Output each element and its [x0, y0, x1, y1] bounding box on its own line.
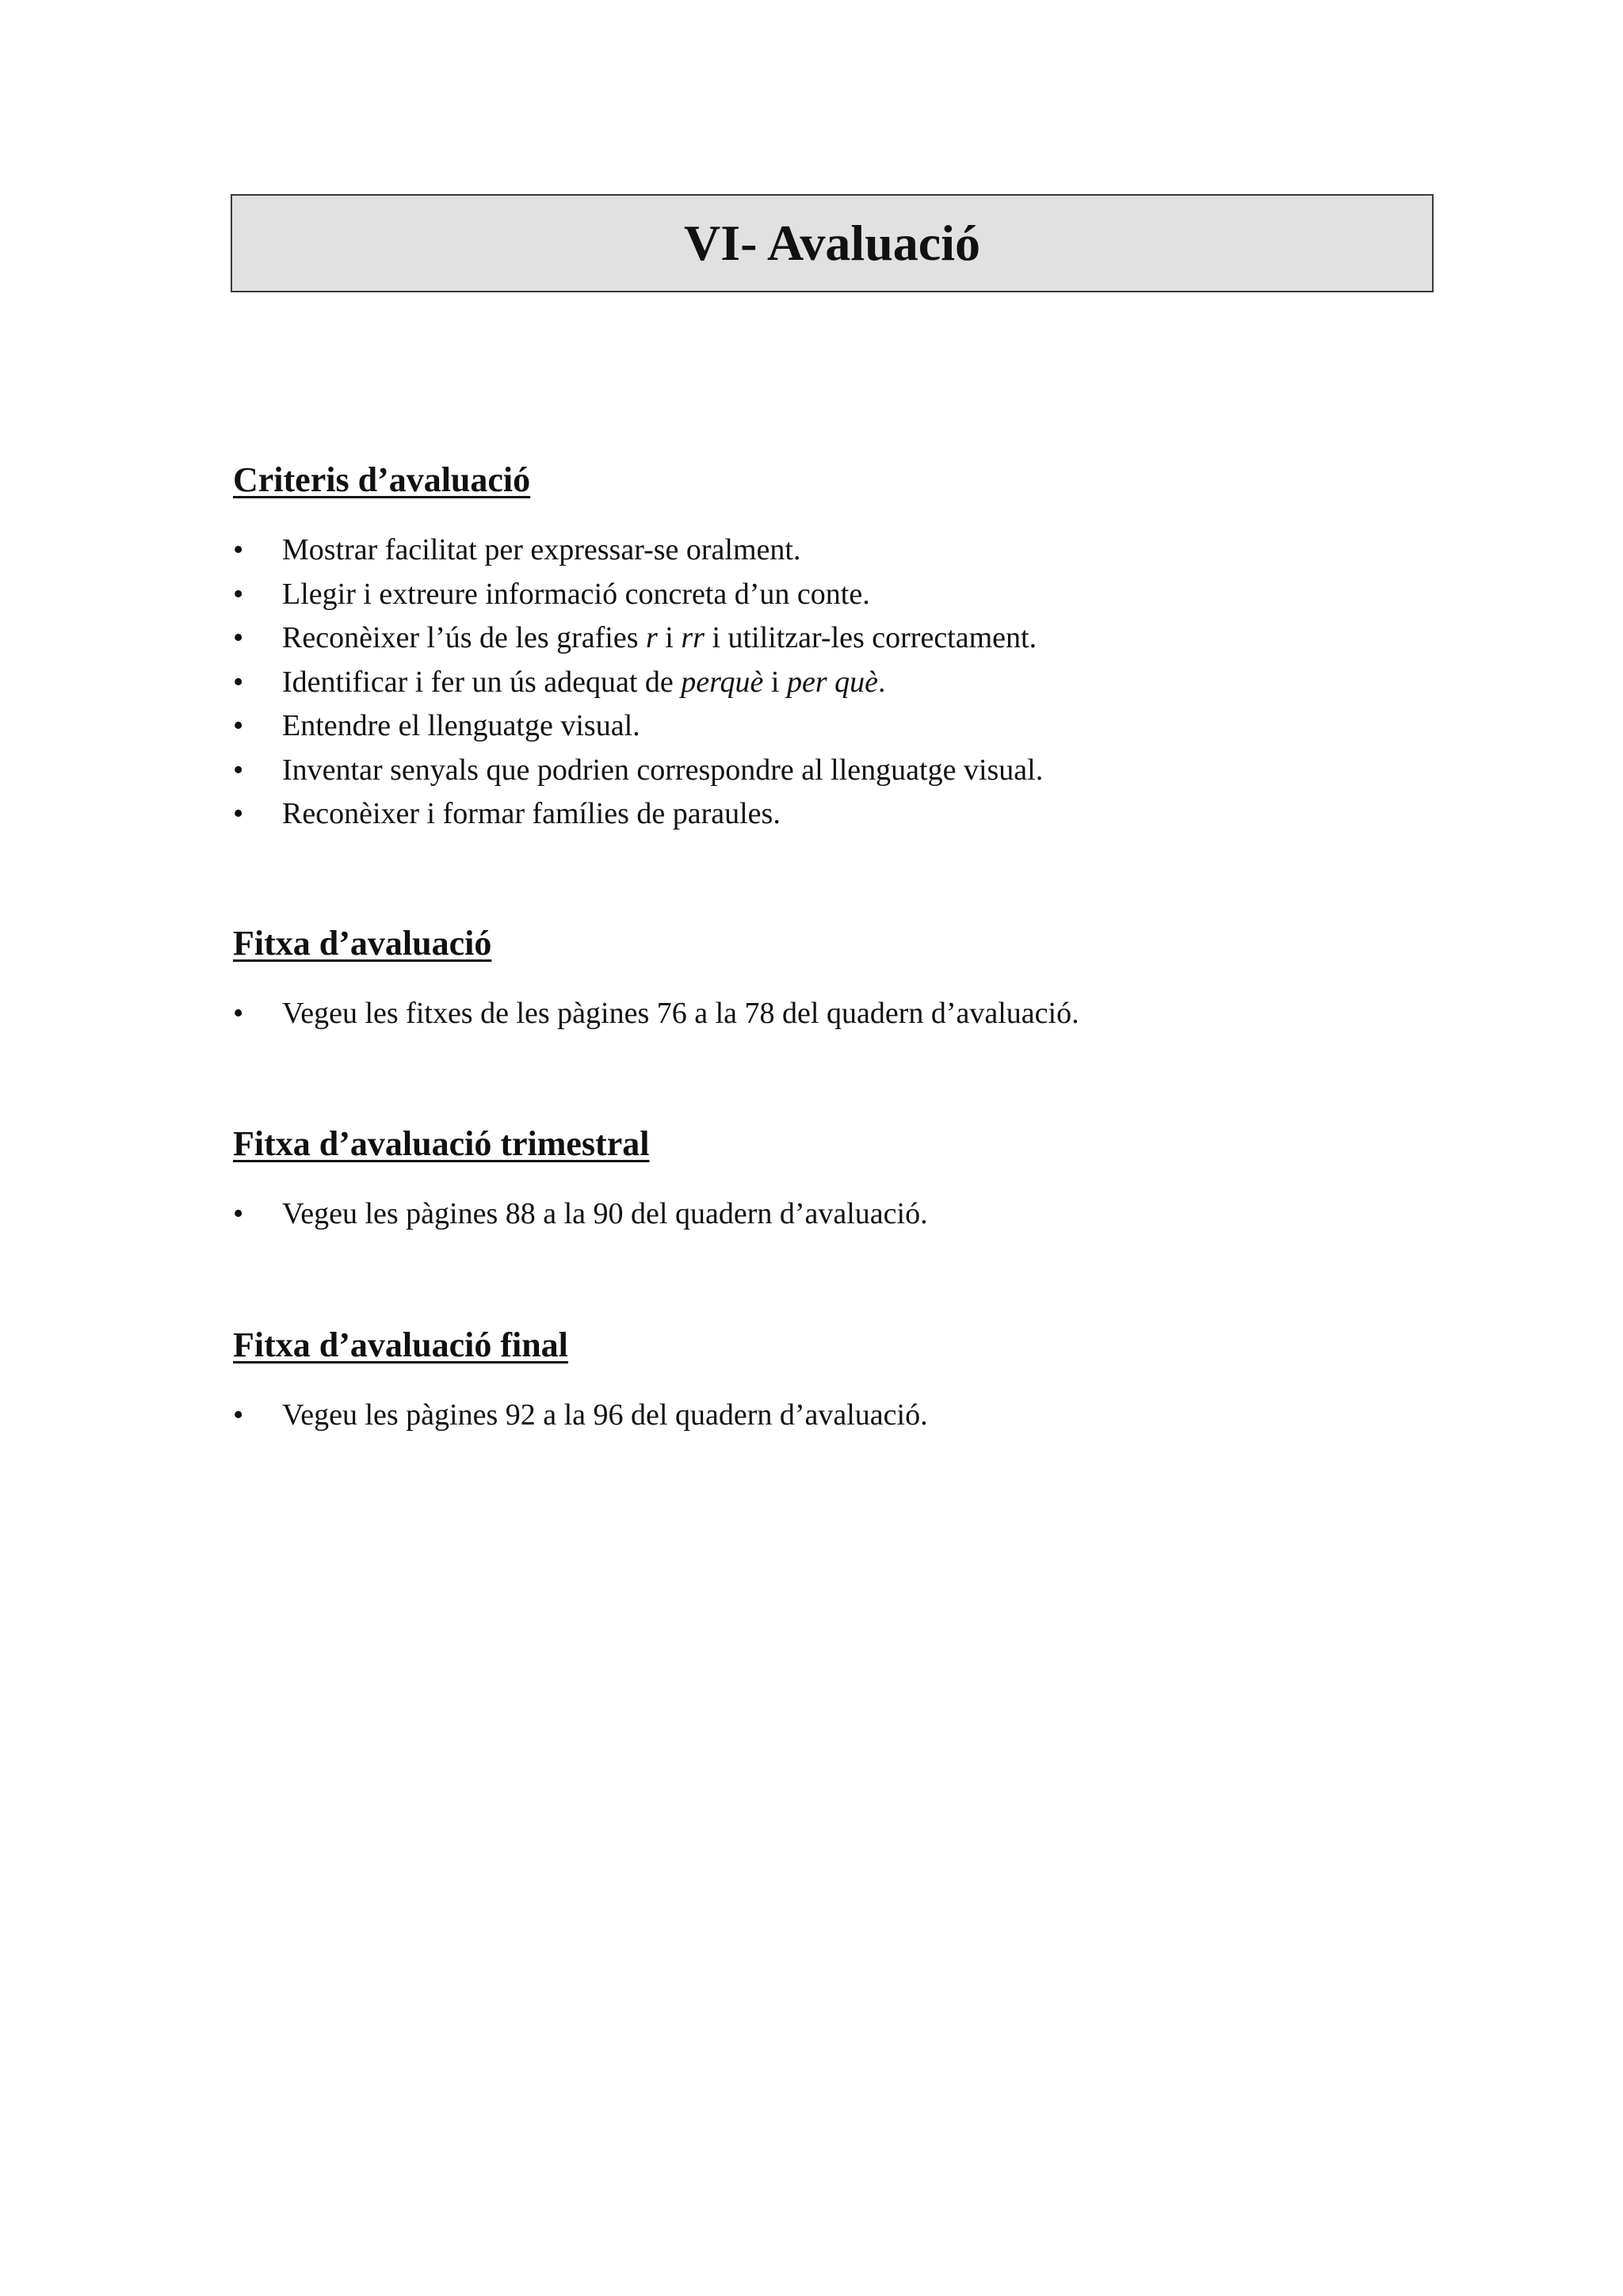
- list-item: • Mostrar facilitat per expressar-se oralment.: [233, 528, 1580, 573]
- bullet-icon: •: [233, 797, 244, 830]
- section-fitxa-final: [233, 1323, 1580, 1438]
- section-heading-criteris: Criteris d’avaluació: [233, 460, 531, 499]
- bullet-icon: •: [233, 577, 244, 611]
- section-fitxa: [233, 921, 1580, 1036]
- fitxa-trimestral-list: [233, 1192, 1580, 1237]
- section-heading-fitxa: Fitxa d’avaluació: [233, 924, 492, 963]
- title-box: [231, 194, 1434, 292]
- fitxa-list: [233, 992, 1580, 1036]
- section-criteris: [233, 458, 1580, 837]
- list-item: • Inventar senyals que podrien correspondre al llenguatge visual.: [233, 749, 1580, 793]
- bullet-icon: •: [233, 709, 244, 742]
- criteris-list: [233, 528, 1580, 837]
- bullet-icon: •: [233, 621, 244, 654]
- fitxa-final-list: [233, 1394, 1580, 1438]
- bullet-icon: •: [233, 1197, 244, 1230]
- list-item: • Identificar i fer un ús adequat de perquè i per què.: [233, 661, 1580, 705]
- section-heading-fitxa-trimestral: Fitxa d’avaluació trimestral: [233, 1124, 650, 1163]
- list-item: • Reconèixer l’ús de les grafies r i rr i utilitzar-les correctament.: [233, 616, 1580, 661]
- bullet-icon: •: [233, 1398, 244, 1432]
- list-item: • Llegir i extreure informació concreta d’un conte.: [233, 573, 1580, 617]
- section-fitxa-trimestral: [233, 1122, 1580, 1237]
- list-item: • Vegeu les pàgines 92 a la 96 del quadern d’avaluació.: [233, 1394, 1580, 1438]
- bullet-icon: •: [233, 665, 244, 699]
- list-item: • Vegeu les pàgines 88 a la 90 del quadern d’avaluació.: [233, 1192, 1580, 1237]
- bullet-icon: •: [233, 533, 244, 566]
- list-item: • Reconèixer i formar famílies de paraules.: [233, 792, 1580, 837]
- section-heading-fitxa-final: Fitxa d’avaluació final: [233, 1325, 568, 1364]
- bullet-icon: •: [233, 997, 244, 1030]
- page-title: VI- Avaluació: [684, 215, 980, 271]
- bullet-icon: •: [233, 753, 244, 787]
- list-item: • Vegeu les fitxes de les pàgines 76 a la 78 del quadern d’avaluació.: [233, 992, 1580, 1036]
- list-item: • Entendre el llenguatge visual.: [233, 704, 1580, 749]
